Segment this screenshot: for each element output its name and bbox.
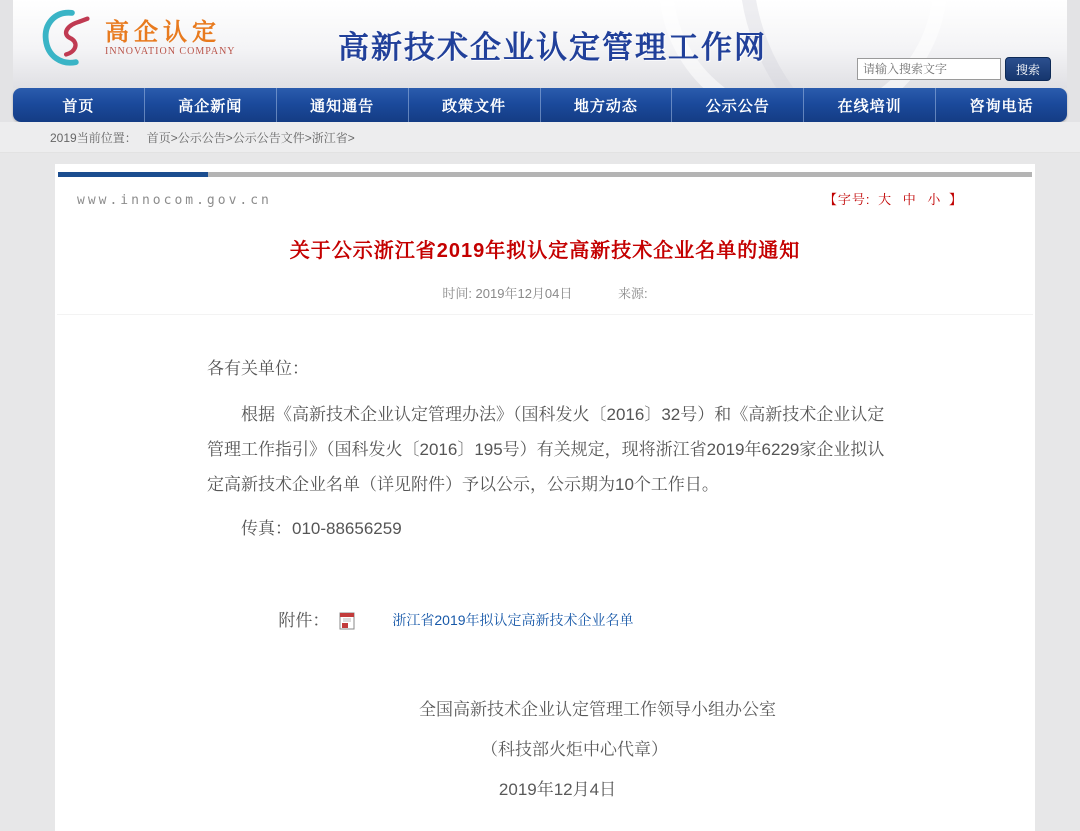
article-meta: [57, 283, 1033, 315]
nav-item-notices[interactable]: 通知通告: [277, 88, 409, 122]
font-size-small[interactable]: 小: [927, 192, 942, 207]
panel-head: [57, 177, 1033, 208]
nav-item-phone[interactable]: 咨询电话: [969, 97, 1034, 115]
main-nav: [13, 88, 1067, 122]
signature-date: 2019年12月4日: [498, 780, 617, 799]
breadcrumb: [0, 122, 1080, 153]
font-size-label: 【字号:: [823, 192, 871, 207]
salutation: 各有关单位：: [207, 359, 309, 378]
signature-block: [207, 690, 938, 810]
nav-item-home[interactable]: 首页: [13, 88, 145, 122]
attachment-link[interactable]: 浙江省2019年拟认定高新技术企业名单: [392, 612, 634, 628]
content-area: [0, 153, 1080, 831]
font-size-large[interactable]: 大: [878, 192, 893, 207]
search-box: [857, 57, 1051, 81]
body-paragraph: 根据《高新技术企业认定管理办法》（国科发火〔2016〕32号）和《高新技术企业认定管理工作指引》（国科发火〔2016〕195号）有关规定，现将浙江省2019年6229家企业拟认定高新技术企业名单（详见附件）予以公示，公示期为10个工作日。: [207, 405, 885, 494]
nav-item-policy[interactable]: 政策文件: [409, 88, 541, 122]
site-header: [13, 0, 1067, 88]
search-button[interactable]: 搜索: [1005, 57, 1051, 81]
nav-item-training[interactable]: 在线培训: [804, 88, 936, 122]
source-label: 来源:: [618, 286, 648, 301]
site-logo[interactable]: [41, 8, 236, 68]
nav-item-announcements[interactable]: 公示公告: [672, 88, 804, 122]
page-title: 高新技术企业认定管理工作网: [338, 30, 767, 65]
attachment-file-icon: [339, 612, 355, 630]
logo-text: [105, 20, 236, 57]
article-body: [57, 315, 1033, 810]
font-size-medium[interactable]: 中: [902, 192, 917, 207]
publish-time: 时间: 2019年12月04日: [442, 286, 573, 301]
signature-org: 全国高新技术企业认定管理工作领导小组办公室: [419, 700, 776, 719]
font-size-close-bracket: 】: [948, 192, 963, 207]
article-title: 关于公示浙江省2019年拟认定高新技术企业名单的通知: [289, 240, 801, 262]
logo-icon: [41, 8, 99, 68]
nav-item-local[interactable]: 地方动态: [541, 88, 673, 122]
font-size-control: [824, 189, 963, 208]
attachment-label: 附件：: [278, 611, 330, 630]
search-input[interactable]: [857, 58, 1001, 80]
breadcrumb-path[interactable]: 首页>公示公告>公示公告文件>浙江省>: [146, 130, 355, 145]
breadcrumb-label: 2019当前位置：: [50, 130, 137, 145]
logo-subtitle: INNOVATION COMPANY: [105, 45, 236, 57]
attachment-line: [207, 603, 938, 638]
nav-item-news[interactable]: 高企新闻: [145, 88, 277, 122]
article-panel: [55, 164, 1035, 831]
signature-seal-note: （科技部火炬中心代章）: [481, 740, 668, 759]
logo-title: 高企认定: [105, 18, 221, 46]
site-url: www.innocom.gov.cn: [77, 193, 272, 208]
fax-line: 传真：010-88656259: [241, 519, 402, 538]
